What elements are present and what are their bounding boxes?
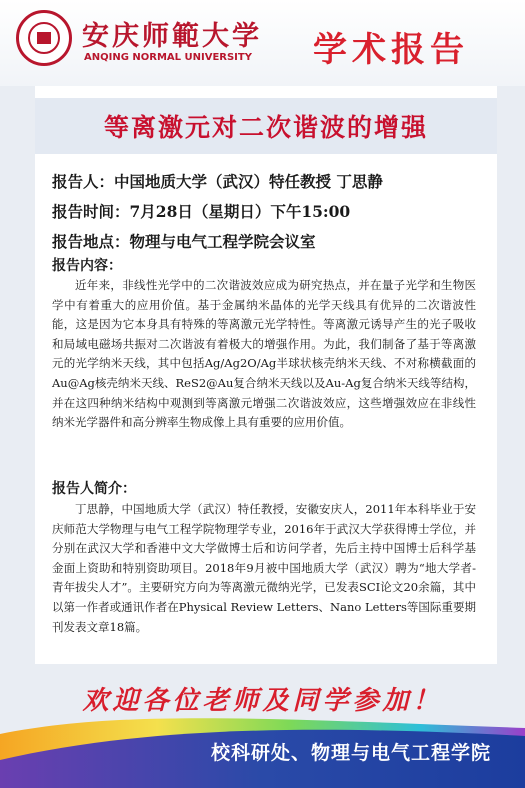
time-line: 报告时间：7月28日（星期日）下午15:00 bbox=[52, 202, 351, 221]
university-seal-icon bbox=[16, 10, 72, 66]
bio-heading: 报告人简介： bbox=[52, 481, 136, 497]
university-name-cn: 安庆师範大学 bbox=[82, 21, 262, 52]
university-name-en: ANQING NORMAL UNIVERSITY bbox=[84, 52, 252, 63]
organizer-text: 校科研处、物理与电气工程学院 bbox=[210, 742, 491, 764]
bio-paragraph: 丁思静，中国地质大学（武汉）特任教授，安徽安庆人，2011年本科毕业于安庆师范大学物理与电气工程学院物理学专业，2016年于武汉大学获得博士学位，并分别在武汉大学和香港中文大学做博士后和访问学者，先后主持中国博士后科学基金面上资助和特别资助项目。2018年9月被中国地质大学（武汉）聘为“地大学者-青年拔尖人才”。主要研究方向为等离激元微纳光学，已发表SCI论文20余篇，其中以第一作者或通讯作者在Physical Review Letters、Nano Letters等国际重要期刊发表文章18篇。 bbox=[52, 502, 476, 634]
report-title: 等离激元对二次谐波的增强 bbox=[103, 113, 428, 142]
content-heading: 报告内容： bbox=[52, 258, 122, 274]
place-line: 报告地点：物理与电气工程学院会议室 bbox=[52, 232, 316, 251]
content-paragraph: 近年来，非线性光学中的二次谐波效应成为研究热点，并在量子光学和生物医学中有着重大的应用价值。基于金属纳米晶体的光学天线具有优异的二次谐波性能，这是因为它本身具有特殊的等离激元光学特性。等离激元诱导产生的光子吸收和局域电磁场共振对二次谐波有着极大的增强作用。为此，我们制备了基于等离激元的光学纳米天线，其中包括Ag/Ag2O/Ag半球状核壳纳米天线、不对称横截面的Au@Ag核壳纳米天线、ReS2@Au复合纳米天线以及Au-Ag复合纳米天线等结构，并在这四种纳米结构中观测到等离激元增强二次谐波效应，这些增强效应在非线性纳米光学器件和高分辨率生物成像上具有重要的应用价值。 bbox=[52, 278, 476, 430]
welcome-text: 欢迎各位老师及同学参加！ bbox=[82, 686, 443, 716]
speaker-line: 报告人：中国地质大学（武汉）特任教授 丁思静 bbox=[52, 172, 383, 191]
report-label: 学术报告 bbox=[313, 30, 469, 70]
